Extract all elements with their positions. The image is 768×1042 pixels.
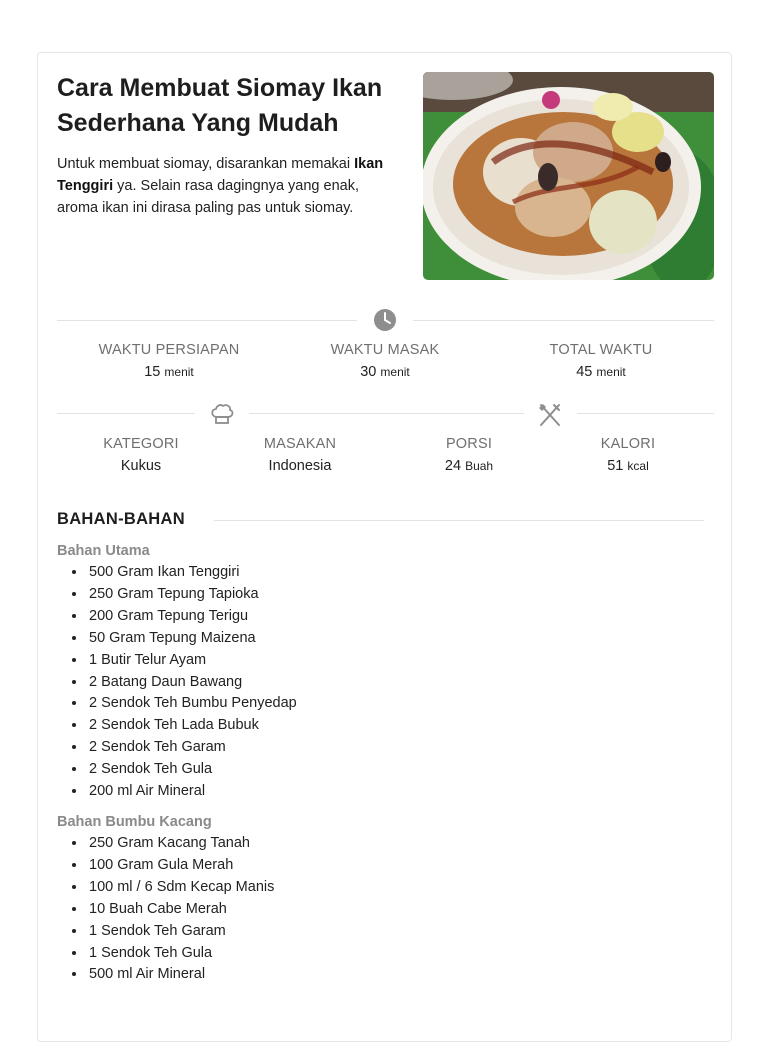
cuisine (230, 435, 370, 475)
servings-number: 24 (444, 458, 462, 474)
total-time-number: 45 (576, 364, 593, 380)
ingredient-item: • 1 Sendok Teh Gula (87, 943, 274, 965)
ingredient-item: • 100 Gram Gula Merah (87, 855, 274, 877)
time-divider-right (413, 320, 714, 321)
ingredient-item: • 1 Sendok Teh Garam (87, 921, 274, 943)
recipe-photo (423, 72, 714, 280)
recipe-title: Cara Membuat Siomay Ikan Sederhana Yang Mudah (57, 74, 383, 137)
intro-text-end: ya. Selain rasa dagingnya yang enak, aroma ikan ini dirasa paling pas untuk siomay. (57, 178, 359, 216)
cook-time-label: WAKTU MASAK (330, 342, 440, 358)
ingredient-item: • 2 Sendok Teh Lada Bubuk (87, 715, 297, 737)
prep-time-label: WAKTU PERSIAPAN (98, 342, 240, 358)
category (71, 435, 211, 475)
chef-hat-icon (209, 403, 235, 427)
intro-text-start: Untuk membuat siomay, disarankan memakai (57, 156, 355, 172)
prep-time-value (94, 363, 244, 381)
info-divider-left (57, 413, 195, 414)
ingredient-item: • 2 Batang Daun Bawang (87, 672, 297, 694)
ingredient-item: • 500 ml Air Mineral (87, 964, 274, 986)
siomay-photo-illustration (423, 72, 714, 280)
calories-number: 51 (607, 458, 624, 474)
time-divider-left (57, 320, 357, 321)
ingredient-item: • 1 Butir Telur Ayam (87, 650, 297, 672)
group-title-peanut-sauce: Bahan Bumbu Kacang (57, 814, 212, 830)
group-title-main: Bahan Utama (57, 543, 150, 559)
servings-value (399, 457, 539, 475)
servings (399, 435, 539, 475)
ingredient-item: • 2 Sendok Teh Bumbu Penyedap (87, 693, 297, 715)
servings-unit: Buah (465, 459, 494, 473)
ingredient-item: • 200 ml Air Mineral (87, 781, 297, 803)
category-label: KATEGORI (103, 436, 179, 452)
clock-icon (373, 308, 397, 332)
ingredients-title: BAHAN-BAHAN (57, 510, 185, 528)
calories-label: KALORI (600, 436, 656, 452)
category-value: Kukus (120, 458, 162, 474)
servings-label: PORSI (445, 436, 493, 452)
calories-unit: kcal (627, 459, 649, 473)
info-divider-right (577, 413, 714, 414)
cook-time (310, 341, 460, 381)
ingredient-item: • 500 Gram Ikan Tenggiri (87, 562, 297, 584)
calories-value (558, 457, 698, 475)
info-divider-middle (249, 413, 524, 414)
calories (558, 435, 698, 475)
prep-time-number: 15 (144, 364, 161, 380)
cook-time-value (310, 363, 460, 381)
cuisine-value: Indonesia (268, 458, 332, 474)
total-time-unit: menit (596, 365, 626, 379)
total-time (526, 341, 676, 381)
ingredient-item: • 2 Sendok Teh Garam (87, 737, 297, 759)
ingredient-item: • 10 Buah Cabe Merah (87, 899, 274, 921)
ingredient-item: • 250 Gram Tepung Tapioka (87, 584, 297, 606)
ingredient-item: • 200 Gram Tepung Terigu (87, 606, 297, 628)
ingredient-item: • 100 ml / 6 Sdm Kecap Manis (87, 877, 274, 899)
cuisine-label: MASAKAN (263, 436, 337, 452)
ingredient-list-main (71, 562, 297, 803)
prep-time-unit: menit (164, 365, 194, 379)
recipe-intro (57, 153, 402, 219)
ingredient-list-peanut-sauce (71, 833, 274, 986)
fork-knife-icon (537, 403, 563, 427)
ingredient-item: • 2 Sendok Teh Gula (87, 759, 297, 781)
total-time-label: TOTAL WAKTU (549, 342, 653, 358)
total-time-value (526, 363, 676, 381)
ingredient-item: • 250 Gram Kacang Tanah (87, 833, 274, 855)
ingredients-divider (214, 520, 704, 521)
prep-time (94, 341, 244, 381)
cook-time-number: 30 (360, 364, 377, 380)
recipe-card (37, 52, 732, 1042)
intro-highlight: Ikan Tenggiri (57, 156, 384, 194)
ingredient-item: • 50 Gram Tepung Maizena (87, 628, 297, 650)
cook-time-unit: menit (380, 365, 410, 379)
